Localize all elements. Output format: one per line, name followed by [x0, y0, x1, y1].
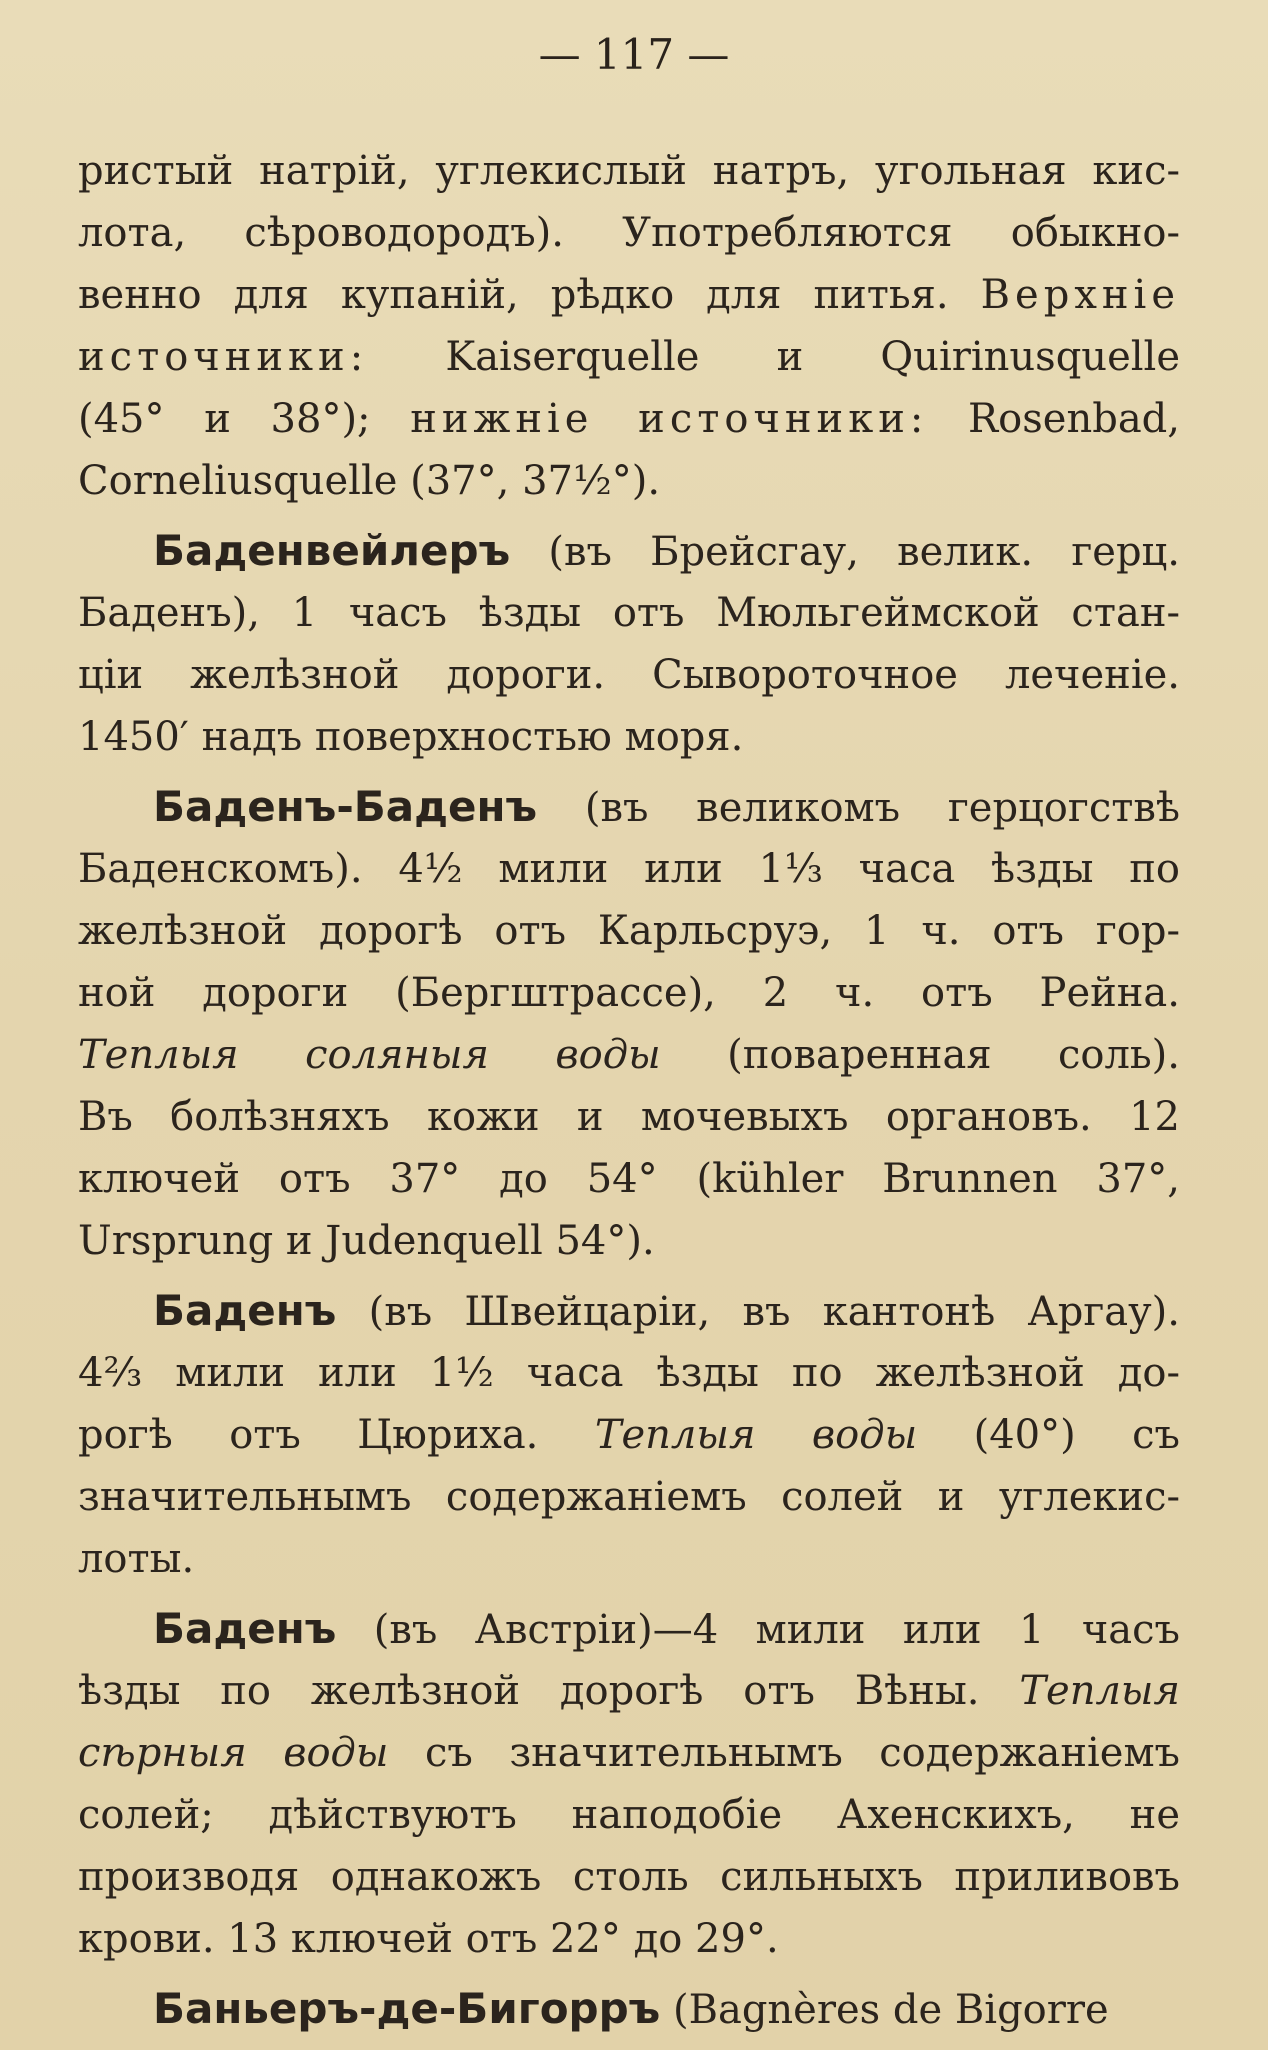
- paragraph: [78, 520, 1180, 768]
- text-line: [78, 450, 1180, 512]
- text-segment: венно для купаній, рѣдко для питья.: [78, 272, 981, 318]
- text-segment: ключей отъ 37° до 54° (kühler Brunnen 37°,: [78, 1156, 1180, 1202]
- text-segment: нижніе источники:: [410, 396, 929, 442]
- text-segment: (45° и 38°);: [78, 396, 411, 442]
- text-line: [78, 962, 1180, 1024]
- text-segment: (40°) съ: [917, 1412, 1181, 1458]
- text-segment: (въ Австріи)—4 мили или 1 часъ: [336, 1607, 1180, 1653]
- page-number: — 117 —: [538, 30, 730, 79]
- text-line: [78, 1148, 1180, 1210]
- text-segment: Верхніе: [980, 272, 1180, 318]
- text-line: [78, 1908, 1180, 1970]
- entry-title: Баденъ-Баденъ: [153, 782, 538, 831]
- text-line: [78, 1846, 1180, 1908]
- text-line: [78, 838, 1180, 900]
- text-line: [78, 1280, 1180, 1342]
- text-line: [78, 1342, 1180, 1404]
- text-segment: источники:: [78, 334, 369, 380]
- text-line: [78, 1404, 1180, 1466]
- text-line: [78, 1024, 1180, 1086]
- text-segment: 1450′ надъ поверхностью моря.: [78, 714, 744, 760]
- text-line: [78, 202, 1180, 264]
- text-segment: желѣзной дорогѣ отъ Карльсруэ, 1 ч. отъ гор-: [78, 908, 1180, 954]
- text-line: [78, 388, 1180, 450]
- text-line: [78, 1784, 1180, 1846]
- entry-title: Баденъ: [153, 1604, 337, 1653]
- page-text: [78, 140, 1180, 2040]
- text-segment: рогѣ отъ Цюриха.: [78, 1412, 595, 1458]
- text-line: [78, 1722, 1180, 1784]
- text-segment: Rosenbad,: [928, 396, 1180, 442]
- text-line: [78, 776, 1180, 838]
- text-segment: ѣзды по желѣзной дорогѣ отъ Вѣны.: [78, 1668, 1020, 1714]
- text-line: [78, 1598, 1180, 1660]
- text-line: [78, 520, 1180, 582]
- entry-title: Баденвейлеръ: [153, 526, 511, 575]
- text-segment: (въ великомъ герцогствѣ: [537, 785, 1180, 831]
- paragraph: [78, 1598, 1180, 1970]
- text-line: [78, 1978, 1180, 2040]
- text-segment: Теплыя: [1019, 1668, 1180, 1714]
- text-segment: (въ Брейсгау, велик. герц.: [510, 529, 1180, 575]
- text-segment: Баденъ), 1 часъ ѣзды отъ Мюльгеймской стан-: [78, 590, 1180, 636]
- entry-title: Баденъ: [153, 1286, 337, 1335]
- paragraph: [78, 1978, 1180, 2040]
- text-line: [78, 900, 1180, 962]
- text-segment: Ursprung и Judenquell 54°).: [78, 1218, 655, 1264]
- text-segment: (Bagnères de Bigorre: [660, 1987, 1109, 2033]
- text-segment: (поваренная соль).: [660, 1032, 1180, 1078]
- text-segment: Corneliusquelle (37°, 37½°).: [78, 458, 661, 504]
- text-line: [78, 1660, 1180, 1722]
- text-line: [78, 140, 1180, 202]
- text-segment: (въ Швейцаріи, въ кантонѣ Аргау).: [336, 1289, 1180, 1335]
- text-segment: сѣрныя воды: [78, 1730, 389, 1776]
- text-segment: крови. 13 ключей отъ 22° до 29°.: [78, 1916, 779, 1962]
- text-line: [78, 326, 1180, 388]
- text-line: [78, 1086, 1180, 1148]
- text-segment: значительнымъ содержаніемъ солей и углекис-: [78, 1474, 1180, 1520]
- text-line: [78, 1528, 1180, 1590]
- text-segment: ной дороги (Бергштрассе), 2 ч. отъ Рейна.: [78, 970, 1180, 1016]
- entry-title: Баньеръ-де-Бигорръ: [153, 1984, 661, 2033]
- text-segment: Теплыя воды: [594, 1412, 918, 1458]
- text-segment: ристый натрій, углекислый натръ, угольная кис-: [78, 148, 1180, 194]
- text-line: [78, 264, 1180, 326]
- text-line: [78, 706, 1180, 768]
- text-line: [78, 582, 1180, 644]
- text-segment: солей; дѣйствуютъ наподобіе Ахенскихъ, не: [78, 1792, 1180, 1838]
- text-line: [78, 644, 1180, 706]
- text-segment: лота, сѣроводородъ). Употребляются обыкно-: [78, 210, 1180, 256]
- paragraph: [78, 776, 1180, 1272]
- text-segment: лоты.: [78, 1536, 195, 1582]
- text-segment: Kaiserquelle и Quirinusquelle: [368, 334, 1180, 380]
- text-segment: 4⅔ мили или 1½ часа ѣзды по желѣзной до-: [78, 1350, 1180, 1396]
- text-segment: Баденскомъ). 4½ мили или 1⅓ часа ѣзды по: [78, 846, 1180, 892]
- text-segment: производя однакожъ столь сильныхъ приливовъ: [78, 1854, 1180, 1900]
- text-segment: ціи желѣзной дороги. Сывороточное леченіе.: [78, 652, 1180, 698]
- paragraph: [78, 140, 1180, 512]
- text-segment: Въ болѣзняхъ кожи и мочевыхъ органовъ. 12: [78, 1094, 1180, 1140]
- paragraph: [78, 1280, 1180, 1590]
- text-segment: Теплыя соляныя воды: [78, 1032, 661, 1078]
- text-segment: съ значительнымъ содержаніемъ: [388, 1730, 1181, 1776]
- text-line: [78, 1210, 1180, 1272]
- text-line: [78, 1466, 1180, 1528]
